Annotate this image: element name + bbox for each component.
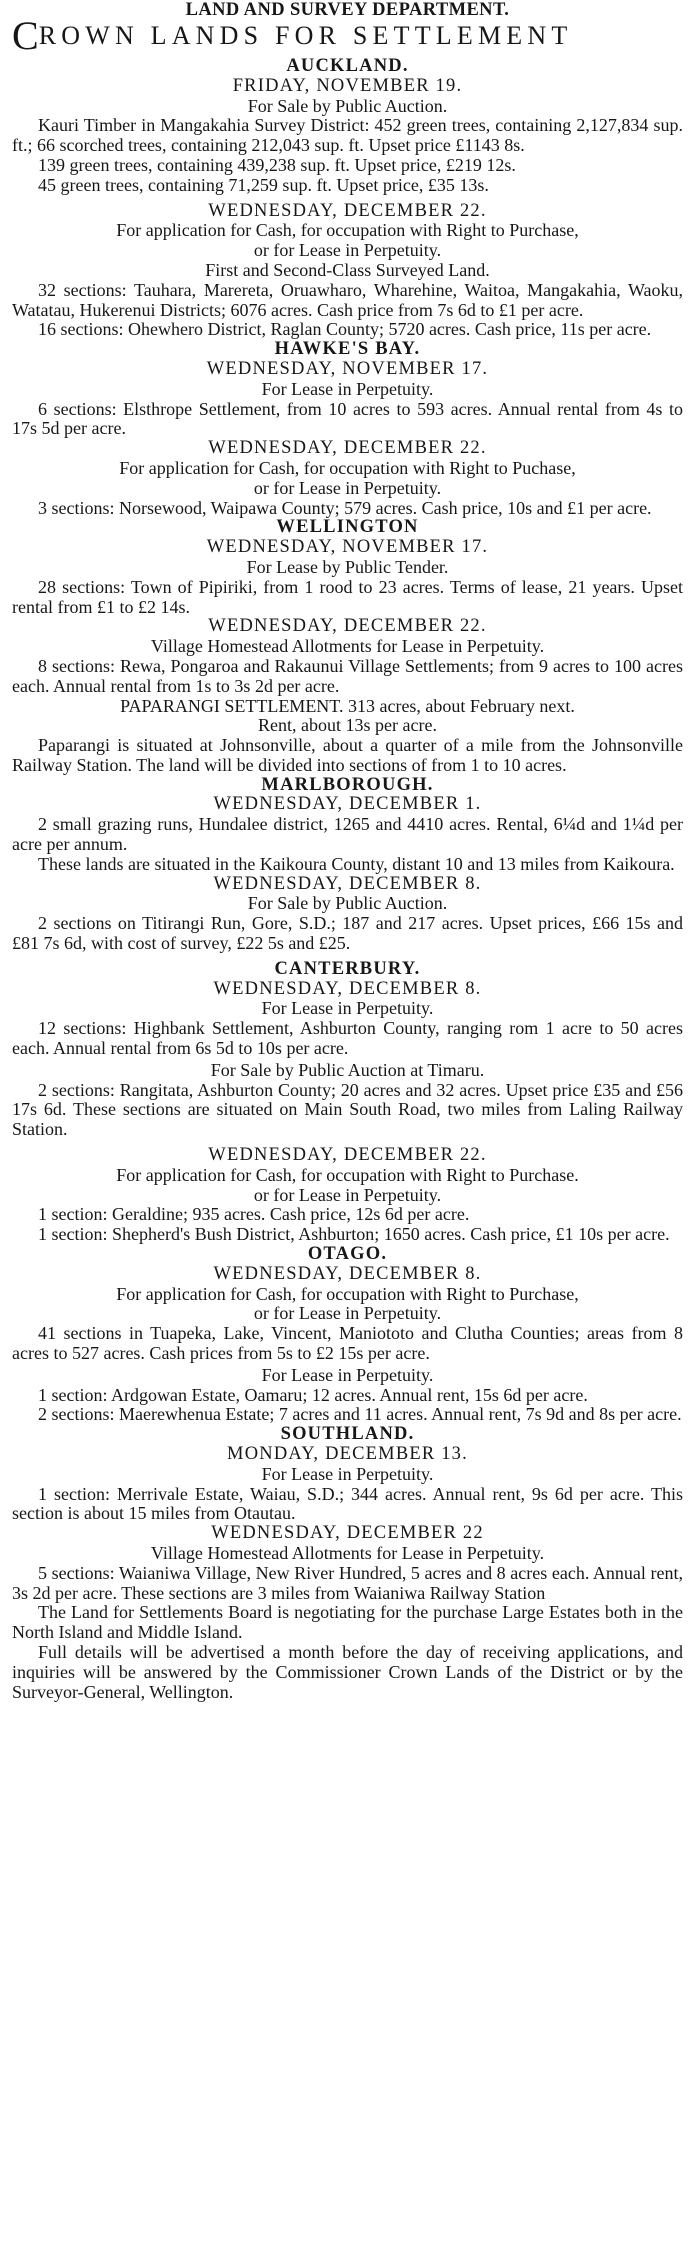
wellington-paparangi-heading: PAPARANGI SETTLEMENT. 313 acres, about February next. [120,695,575,716]
auckland-kauri-timber: Kauri Timber in Mangakahia Survey District: 452 green trees, containing 2,127,834 sup. ft.; 66 scorched trees, containing 212,043 sup. ft. Upset price £1143 8s. [12,115,683,156]
marlborough-kaikoura: These lands are situated in the Kaikoura County, distant 10 and 13 miles from Kaikoura. [38,853,675,874]
canterbury-date-dec8: WEDNESDAY, DECEMBER 8. [213,978,482,999]
southland-waianiwa: 5 sections: Waianiwa Village, New River Hundred, 5 acres and 8 acres each. Annual rent, 3s 2d per acre. These sections are 3 miles from Waianiwa Railway Station [12,1562,683,1603]
auckland-date-nov19: FRIDAY, NOVEMBER 19. [232,75,463,96]
auckland-lease-option: or for Lease in Perpetuity. [253,240,442,261]
auckland-auction-label: For Sale by Public Auction. [247,95,448,116]
canterbury-shepherds-bush: 1 section: Shepherd's Bush District, Ashburton; 1650 acres. Cash price, £1 10s per acre. [38,1224,670,1245]
title-text: ROWN LANDS FOR SETTLEMENT [38,21,573,50]
footer-details-notice: Full details will be advertised a month before the day of receiving applications, and inquiries will be answered by the Commissioner Crown Lands of the District or by the Surveyor-General, Wellington. [12,1641,683,1702]
otago-maerewhenua: 2 sections: Maerewhenua Estate; 7 acres and 11 acres. Annual rent, 7s 9d and 8s per acre. [38,1404,682,1425]
canterbury-timaru-auction: For Sale by Public Auction at Timaru. [210,1059,485,1080]
auckland-kauri-139-trees: 139 green trees, containing 439,238 sup. ft. Upset price, £219 12s. [38,154,516,175]
southland-date-dec22: WEDNESDAY, DECEMBER 22 [211,1523,484,1544]
wellington-tender-label: For Lease by Public Tender. [246,556,449,577]
auckland-land-class: First and Second-Class Surveyed Land. [205,259,490,280]
canterbury-lease-option: or for Lease in Perpetuity. [253,1184,442,1205]
marlborough-auction-label: For Sale by Public Auction. [247,893,448,914]
wellington-paparangi-description: Paparangi is situated at Johnsonville, about a quarter of a mile from the Johnsonville Railway Station. The land will be divided into sections of from 1 to 10 acres. [12,735,683,775]
region-otago: OTAGO. [307,1244,388,1265]
otago-tuapeka: 41 sections in Tuapeka, Lake, Vincent, Maniototo and Clutha Counties; areas from 8 acres to 527 acres. Cash prices from 5s to £2 15s per acre. [12,1323,683,1363]
wellington-village-label: Village Homestead Allotments for Lease in Perpetuity. [150,636,545,657]
marlborough-titirangi: 2 sections on Titirangi Run, Gore, S.D.; 187 and 217 acres. Upset prices, £66 15s and £81 7s 6d, with cost of survey, £22 5s and £25. [12,913,683,954]
otago-date-dec8: WEDNESDAY, DECEMBER 8. [213,1263,482,1284]
hawkes-bay-lease-label: For Lease in Perpetuity. [261,378,434,399]
auckland-cash-application: For application for Cash, for occupation with Right to Purchase, [116,220,579,241]
region-hawkes-bay: HAWKE'S BAY. [274,339,421,360]
otago-cash-application: For application for Cash, for occupation with Right to Purchase, [116,1283,579,1304]
otago-lease-option: or for Lease in Perpetuity. [253,1303,442,1324]
wellington-pipiriki: 28 sections: Town of Pipiriki, from 1 rood to 23 acres. Terms of lease, 21 years. Upset rental from £1 to £2 14s. [12,576,683,617]
southland-lease-label: For Lease in Perpetuity. [261,1463,434,1484]
auckland-32-sections: 32 sections: Tauhara, Marereta, Oruawharo, Wharehine, Waitoa, Mangakahia, Waoku, Watatau, Hukerenui Districts; 6076 acres. Cash price from 7s 6d to £1 per acre. [12,279,683,320]
region-marlborough: MARLBOROUGH. [261,774,434,795]
wellington-rewa: 8 sections: Rewa, Pongaroa and Rakaunui Village Settlements; from 9 acres to 100 acres each. Annual rental from 1s to 3s 2d per acre. [12,655,683,696]
footer-board-notice: The Land for Settlements Board is negotiating for the purchase Large Estates both in the North Island and Middle Island. [12,1602,683,1643]
marlborough-grazing-runs: 2 small grazing runs, Hundalee district, 1265 and 4410 acres. Rental, 6¼d and 1¼d per acre per annum. [12,814,683,855]
hawkes-bay-elsthorpe: 6 sections: Elsthrope Settlement, from 10 acres to 593 acres. Annual rental from 4s to 17s 5d per acre. [12,398,683,439]
wellington-date-nov17: WEDNESDAY, NOVEMBER 17. [206,537,489,558]
canterbury-highbank: 12 sections: Highbank Settlement, Ashburton County, ranging rom 1 acre to 50 acres each. Annual rental from 6s 5d to 10s per acre. [12,1018,683,1059]
hawkes-bay-norsewood: 3 sections: Norsewood, Waipawa County; 579 acres. Cash price, 10s and £1 per acre. [38,497,652,518]
region-canterbury: CANTERBURY. [274,958,421,979]
region-southland: SOUTHLAND. [280,1424,415,1445]
canterbury-lease-label: For Lease in Perpetuity. [261,998,434,1019]
auckland-16-sections: 16 sections: Ohewhero District, Raglan County; 5720 acres. Cash price, 11s per acre. [38,319,652,340]
hawkes-bay-lease-option: or for Lease in Perpetuity. [253,477,442,498]
wellington-paparangi-rent: Rent, about 13s per acre. [258,715,437,736]
region-auckland: AUCKLAND. [286,56,409,76]
auckland-kauri-45-trees: 45 green trees, containing 71,259 sup. ft. Upset price, £35 13s. [38,174,489,195]
canterbury-rangitata: 2 sections: Rangitata, Ashburton County; 20 acres and 32 acres. Upset price £35 and £56 17s 6d. These sections are situated on Main South Road, two miles from Laling Railway Station. [12,1079,683,1140]
southland-date-dec13: MONDAY, DECEMBER 13. [227,1443,468,1464]
region-wellington: WELLINGTON [276,517,419,538]
title-initial: C [12,13,39,58]
southland-merrivale: 1 section: Merrivale Estate, Waiau, S.D.; 344 acres. Annual rent, 9s 6d per acre. This section is about 15 miles from Otautau. [12,1483,683,1524]
hawkes-bay-cash-application: For application for Cash, for occupation with Right to Puchase, [119,457,576,478]
advertisement-title [12,13,683,58]
department-heading: LAND AND SURVEY DEPARTMENT. [185,0,510,20]
hawkes-bay-date-dec22: WEDNESDAY, DECEMBER 22. [208,438,487,459]
canterbury-date-dec22: WEDNESDAY, DECEMBER 22. [208,1145,487,1166]
wellington-date-dec22: WEDNESDAY, DECEMBER 22. [208,616,487,637]
canterbury-cash-application: For application for Cash, for occupation with Right to Purchase. [116,1164,579,1185]
southland-village-label: Village Homestead Allotments for Lease in Perpetuity. [150,1542,545,1563]
canterbury-geraldine: 1 section: Geraldine; 935 acres. Cash price, 12s 6d per acre. [38,1204,470,1225]
otago-lease-label: For Lease in Perpetuity. [261,1364,434,1385]
marlborough-date-dec8: WEDNESDAY, DECEMBER 8. [213,873,482,894]
hawkes-bay-date-nov17: WEDNESDAY, NOVEMBER 17. [206,358,489,379]
marlborough-date-dec1: WEDNESDAY, DECEMBER 1. [213,794,482,815]
otago-ardgowan: 1 section: Ardgowan Estate, Oamaru; 12 acres. Annual rent, 15s 6d per acre. [38,1384,588,1405]
auckland-date-dec22: WEDNESDAY, DECEMBER 22. [208,200,487,221]
